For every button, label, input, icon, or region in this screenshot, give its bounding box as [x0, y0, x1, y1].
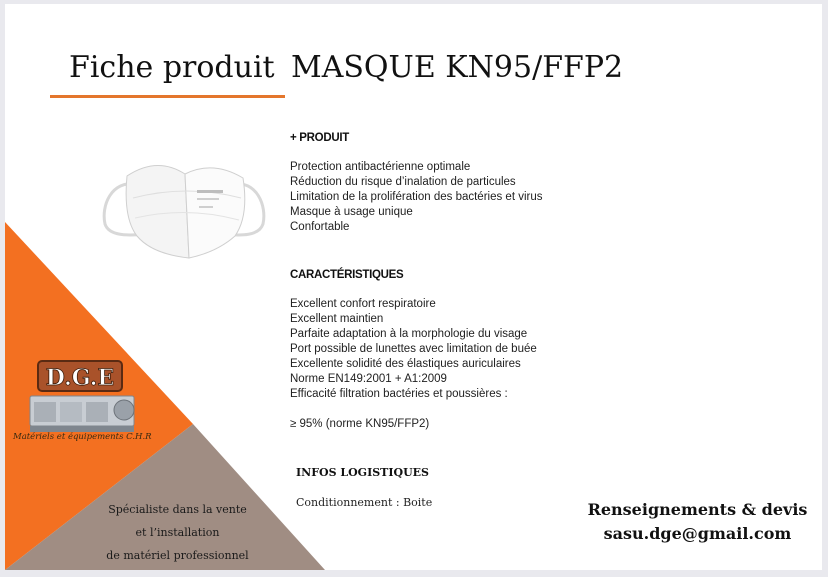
filtration-value: ≥ 95% (norme KN95/FFP2) — [290, 418, 430, 430]
page-title: Fiche produit — [69, 50, 275, 85]
list-item: Norme EN149:2001 + A1:2009 — [290, 373, 447, 385]
produit-list — [290, 160, 543, 235]
contact-email[interactable]: sasu.dge@gmail.com — [603, 524, 792, 543]
logo-text: D.G.E — [45, 365, 115, 391]
title-underline — [50, 95, 285, 98]
list-item: Excellente solidité des élastiques auriculaires — [290, 358, 521, 370]
caracteristiques-heading: CARACTÉRISTIQUES — [290, 269, 404, 281]
mask-print — [197, 190, 223, 193]
produit-heading: + PRODUIT — [290, 132, 349, 144]
caracteristiques-list — [290, 297, 537, 432]
product-sheet — [5, 4, 822, 570]
logo-tagline: Matériels et équipements C.H.R — [13, 432, 152, 442]
slogan-line-3: de matériel professionnel — [106, 549, 249, 562]
logistique-heading: INFOS LOGISTIQUES — [296, 466, 429, 479]
mask-body-left — [126, 165, 189, 258]
caracteristiques-section — [290, 268, 537, 432]
list-item: Limitation de la prolifération des bactéries et virus — [290, 191, 543, 203]
list-item: Réduction du risque d’inalation de particules — [290, 176, 516, 188]
slogan-line-1: Spécialiste dans la vente — [108, 503, 247, 516]
list-item: Protection antibactérienne optimale — [290, 161, 471, 173]
list-item: Efficacité filtration bactéries et poussières : — [290, 388, 508, 400]
list-item: Excellent maintien — [290, 313, 384, 325]
list-item: Masque à usage unique — [290, 206, 413, 218]
mask-image — [97, 154, 272, 266]
list-item: Port possible de lunettes avec limitation de buée — [290, 343, 537, 355]
product-name: MASQUE KN95/FFP2 — [291, 50, 624, 85]
logistique-text: Conditionnement : Boite — [296, 496, 433, 509]
list-item: Excellent confort respiratoire — [290, 298, 436, 310]
list-item: Confortable — [290, 221, 350, 233]
contact-label: Renseignements & devis — [587, 500, 808, 519]
list-item: Parfaite adaptation à la morphologie du visage — [290, 328, 528, 340]
slogan-line-2: et l’installation — [135, 526, 220, 539]
produit-section — [290, 131, 543, 235]
